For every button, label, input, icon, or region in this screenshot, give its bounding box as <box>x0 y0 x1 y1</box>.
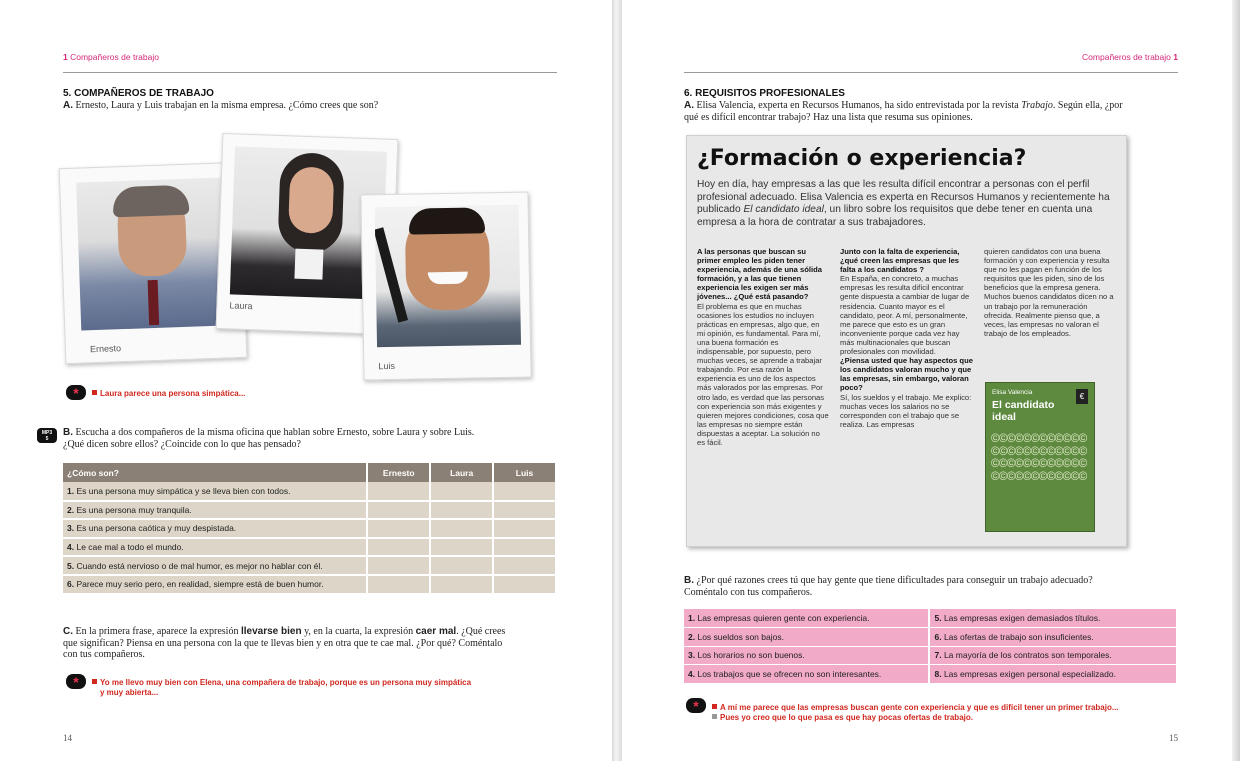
bullet-square-icon <box>712 704 717 709</box>
table-row: 6. Parece muy serio pero, en realidad, siempre está de buen humor. <box>63 575 556 594</box>
example-star-icon: * <box>66 674 86 689</box>
book-author: Elisa Valencia <box>992 389 1033 396</box>
check-cell[interactable] <box>430 538 493 557</box>
ernesto-image <box>76 177 231 330</box>
check-cell[interactable] <box>367 575 430 594</box>
luis-image <box>375 205 521 347</box>
check-cell[interactable] <box>493 538 556 557</box>
header-rule <box>684 72 1178 73</box>
example-star-icon: * <box>66 385 86 400</box>
check-cell[interactable] <box>367 519 430 538</box>
table-header-cell: Luis <box>493 463 556 482</box>
check-cell[interactable] <box>430 556 493 575</box>
running-header-right <box>1082 52 1178 62</box>
example-star-icon: * <box>686 698 706 713</box>
instruction-a: A. Ernesto, Laura y Luis trabajan en la misma empresa. ¿Cómo crees que son? <box>63 100 379 111</box>
personality-table <box>63 463 557 595</box>
table-row: 3. Es una persona caótica y muy despistada. <box>63 519 556 538</box>
bullet-square-icon <box>712 714 717 719</box>
table-row: 3. Los horarios no son buenos. 7. La mayoría de los contratos son temporales. <box>684 646 1177 665</box>
check-cell[interactable] <box>493 501 556 520</box>
table-row: 1. Es una persona muy simpática y se lleva bien con todos. <box>63 482 556 501</box>
running-header-text: Compañeros de trabajo <box>1082 52 1171 62</box>
caption-laura: Laura <box>229 300 253 312</box>
check-cell[interactable] <box>367 556 430 575</box>
check-cell[interactable] <box>367 482 430 501</box>
section-5-title: 5. COMPAÑEROS DE TRABAJO <box>63 88 214 99</box>
section-6-title: 6. REQUISITOS PROFESIONALES <box>684 88 845 99</box>
instruction-b-right: B. ¿Por qué razones crees tú que hay gente que tiene dificultades para conseguir un trabajo adecuado? Coméntalo con tus compañeros. <box>684 575 1093 598</box>
check-cell[interactable] <box>493 482 556 501</box>
table-header-row <box>63 463 556 482</box>
article-title: ¿Formación o experiencia? <box>697 146 1027 171</box>
check-cell[interactable] <box>493 575 556 594</box>
table-row: 2. Es una persona muy tranquila. <box>63 501 556 520</box>
check-cell[interactable] <box>430 519 493 538</box>
check-cell[interactable] <box>367 538 430 557</box>
example-b-right: A mí me parece que las empresas buscan gente con experiencia y que es difícil tener un primer trabajo... Pues yo creo que lo que pasa es que hay pocas ofertas de trabajo. <box>712 703 1119 722</box>
mp3-audio-icon[interactable]: MP3 5 <box>37 428 57 443</box>
bullet-square-icon <box>92 679 97 684</box>
running-header-left <box>63 52 159 62</box>
article-column-3: quieren candidatos con una buena formación y con experiencia y resulta que no les pagan en función de los requisitos que les piden, sino de los beneficios que la empresa genera. Muchos buenos candidatos dicen no a un trabajo por la remuneración ofrecida. Realmente pienso que, a veces, las empresas no valoran el trabajo de los empleados. <box>984 247 1114 338</box>
instruction-a: A. Elisa Valencia, experta en Recursos Humanos, ha sido entrevistada por la revista Trabajo. Según ella, ¿por qué es difícil encontrar trabajo? Haz una lista que resuma sus opiniones. <box>684 100 1123 123</box>
check-cell[interactable] <box>493 519 556 538</box>
instruction-b: B. Escucha a dos compañeros de la misma oficina que hablan sobre Ernesto, sobre Laura y sobre Luis. ¿Qué dicen sobre ellos? ¿Coincide con lo que has pensado? <box>63 427 475 450</box>
page-edge <box>1232 0 1240 761</box>
book-title: El candidato ideal <box>992 399 1055 423</box>
instruction-c: C. En la primera frase, aparece la expresión llevarse bien y, en la cuarta, la expresión caer mal. ¿Qué crees que significan? Piensa en una persona con la que te llevas bien y en otra que te cae mal. ¿Por qué? Coméntalo con tus compañeros. <box>63 626 506 660</box>
running-header-text: Compañeros de trabajo <box>70 52 159 62</box>
check-cell[interactable] <box>493 556 556 575</box>
check-cell[interactable] <box>430 482 493 501</box>
page-number-right: 15 <box>1169 733 1178 743</box>
bullet-square-icon <box>92 390 97 395</box>
page-left <box>0 0 612 761</box>
chapter-number: 1 <box>63 52 68 62</box>
table-row: 2. Los sueldos son bajos. 6. Las ofertas de trabajo son insuficientes. <box>684 628 1177 647</box>
article-column-1: A las personas que buscan su primer empleo les piden tener experiencia, además de una sólida formación, y a las que tienen experiencia les exigen ser más jóvenes... ¿Qué está pasando? El problema es que en muchas ocasiones los estudios no incluyen prácticas en empresas, algo que, en mi opinión, es fundamental. Para mí, una buena formación es indispensable, por supuesto, pero muchas veces, se aprende a trabajar trabajando. Por esa razón la experiencia es uno de los aspectos más valorados por las empresas. Por otro lado, es verdad que las personas con experiencia son más exigentes y quieren mejores condiciones, cosa que las empresas no siempre están dispuestas a aceptar. La solución no es fácil. <box>697 247 829 447</box>
table-row: 4. Los trabajos que se ofrecen no son interesantes. 8. Las empresas exigen personal especializado. <box>684 665 1177 684</box>
example-c: Yo me llevo muy bien con Elena, una compañera de trabajo, porque es un persona muy simpática y muy abierta... <box>92 678 471 697</box>
check-cell[interactable] <box>430 501 493 520</box>
book-cover <box>985 382 1095 532</box>
check-cell[interactable] <box>367 501 430 520</box>
publisher-logo-icon: € <box>1076 389 1088 404</box>
table-row: 1. Las empresas quieren gente con experiencia. 5. Las empresas exigen demasiados títulos. <box>684 609 1177 628</box>
check-cell[interactable] <box>430 575 493 594</box>
table-header-cell: ¿Cómo son? <box>63 463 367 482</box>
book-gutter <box>612 0 622 761</box>
chapter-number: 1 <box>1173 52 1178 62</box>
article-column-2: Junto con la falta de experiencia, ¿qué creen las empresas que les falta a los candidatos ? En España, en concreto, a muchas empresas les resulta difícil encontrar gente dispuesta a cambiar de lugar de residencia. Cuanto mayor es el candidato, peor. A mí, personalmente, me parece que esto es un gran inconveniente porque cada vez hay más multinacionales que buscan profesionales con movilidad. ¿Piensa usted que hay aspectos que los candidatos valoran mucho y que las empresas, sin embargo, valoran poco? Sí, los sueldos y el trabajo. Me explico: muchas veces los salarios no se corresponden con el trabajo que se realiza. Las empresas <box>840 247 973 429</box>
table-row: 5. Cuando está nervioso o de mal humor, es mejor no hablar con él. <box>63 556 556 575</box>
page-number-left: 14 <box>63 733 72 743</box>
table-row: 4. Le cae mal a todo el mundo. <box>63 538 556 557</box>
reasons-table <box>684 609 1178 684</box>
header-rule <box>63 72 557 73</box>
caption-ernesto: Ernesto <box>89 343 122 355</box>
coin-pattern-icon: ©©©©©©©©©©©©©©©©©©©©©©©©©©©©©©©©©©©©©©©©©©©©©©©© <box>991 433 1087 483</box>
example-a: Laura parece una persona simpática... <box>92 389 245 399</box>
magazine-article <box>686 135 1127 547</box>
table-header-cell: Laura <box>430 463 493 482</box>
photo-luis <box>360 192 531 381</box>
caption-luis: Luis <box>378 360 395 372</box>
article-intro: Hoy en día, hay empresas a las que les resulta difícil encontrar a personas con el perfil profesional adecuado. Elisa Valencia es experta en Recursos Humanos y recientemente ha publicado El candidato ideal, un libro sobre los requisitos que debe tener en cuenta una empresa a la hora de contratar a sus trabajadores. <box>697 179 1110 228</box>
table-header-cell: Ernesto <box>367 463 430 482</box>
